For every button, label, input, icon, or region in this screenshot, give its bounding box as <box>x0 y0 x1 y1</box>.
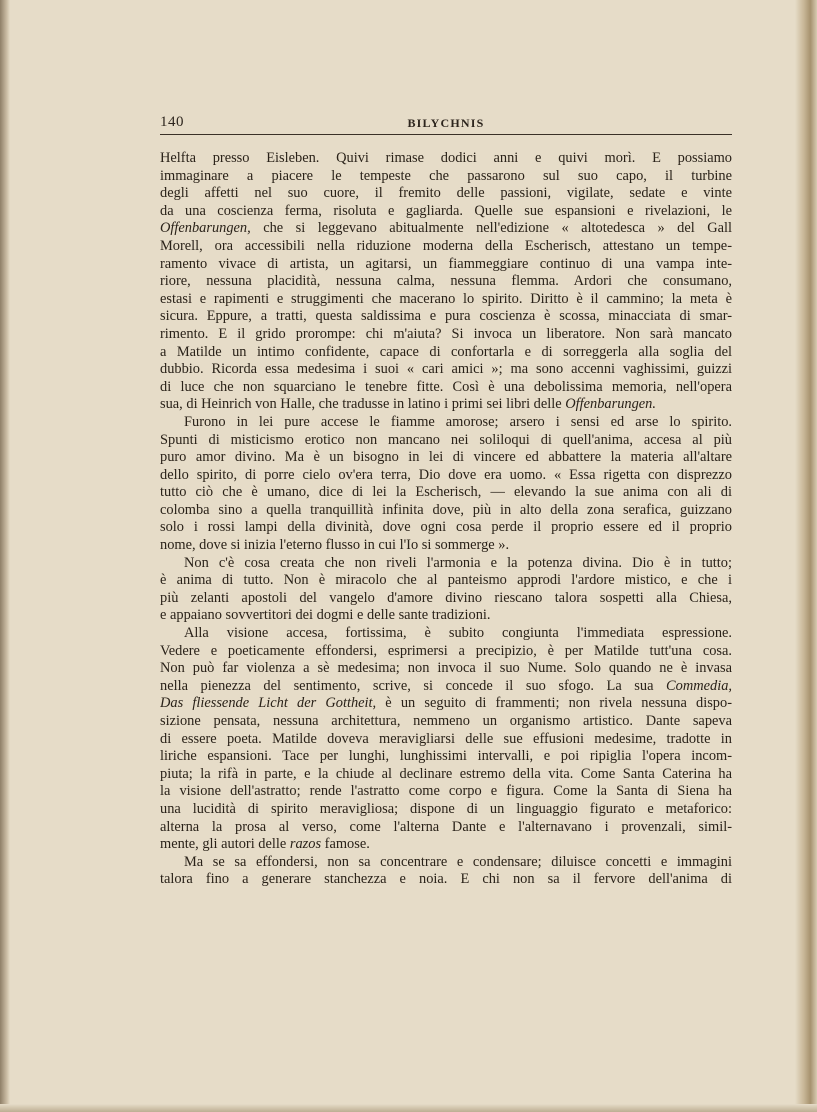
line-text: Spunti di misticismo erotico non mancano nei soliloqui di quell'anima, accesa al più <box>160 431 732 448</box>
text-line <box>160 185 732 203</box>
line-text: alterna la prosa al verso, come l'alterna Dante e l'alternavano i provenzali, simil- <box>160 818 732 835</box>
line-text: colomba sino a quella tranquillità infinita dove, più in alto della zona serafica, guizzano <box>160 501 732 518</box>
line-text: sizione pensata, nessuna architettura, nemmeno un organismo artistico. Dante sapeva <box>160 713 732 729</box>
line-text: Helfta presso Eisleben. Quivi rimase dodici anni e quivi morì. E possiamo <box>160 150 732 166</box>
text-line <box>160 801 732 819</box>
text-line <box>160 643 732 661</box>
line-text: sicura. Eppure, a tratti, questa saldissima e pura coscienza è scossa, minacciata di smar- <box>160 308 732 325</box>
line-text: puro amor divino. Ma è un bisogno in lei di vincere ed abbattere la materia all'altare <box>160 449 732 466</box>
text-line <box>160 625 732 643</box>
text-line <box>160 854 732 872</box>
text-line <box>160 572 732 590</box>
line-text: mente, gli autori delle <box>160 836 290 853</box>
page-header <box>160 110 732 135</box>
page-left-edge <box>0 0 10 1112</box>
italic-text: Offenbarungen, <box>160 220 251 237</box>
line-text: solo i rossi lampi della divinità, dove ogni cosa perde il proprio essere ed il proprio <box>160 519 732 536</box>
line-text: Furono in lei pure accese le fiamme amorose; arsero i sensi ed arse lo spirito. <box>184 413 732 430</box>
line-text: famose. <box>321 836 370 853</box>
line-text: estasi e rapimenti e struggimenti che macerano lo spirito. Diritto è il cammino; la meta è <box>160 290 732 307</box>
italic-text: Das fliessende Licht der Gottheit, <box>160 695 377 712</box>
text-line <box>160 519 732 537</box>
text-line <box>160 344 732 362</box>
line-text: a Matilde un intimo confidente, capace di confortarla e di sorreggerla alla soglia del <box>160 343 732 360</box>
page-right-edge <box>795 0 817 1112</box>
text-line <box>160 660 732 678</box>
italic-text: razos <box>289 836 322 853</box>
line-text: Morell, ora accessibili nella riduzione moderna della Escherisch, attestano un tempe- <box>160 237 732 254</box>
body-text <box>160 150 732 889</box>
text-line <box>160 273 732 291</box>
text-line <box>160 449 732 467</box>
text-line <box>160 308 732 326</box>
text-line <box>160 150 732 168</box>
line-text: sua, di Heinrich von Halle, che tradusse in latino i primi sei libri delle <box>160 396 566 413</box>
line-text: riore, nessuna placidità, nessuna calma, nessuna flemma. Ardori che consumano, <box>160 273 732 290</box>
line-text: e appaiano sovvertitori dei dogmi e delle sante tradizioni. <box>160 607 491 624</box>
text-line <box>160 819 732 837</box>
text-line <box>160 871 732 889</box>
text-line <box>160 291 732 309</box>
line-text: dubbio. Ricorda essa medesima i suoi « cari amici »; ma sono accenni vaghissimi, guizzi <box>160 361 732 378</box>
text-line <box>160 396 732 414</box>
text-line <box>160 361 732 379</box>
page-number: 140 <box>160 114 184 130</box>
line-text: la visione dell'astratto; rende l'astratto come corpo e figura. Come la Santa di Siena ha <box>160 783 732 800</box>
line-text: Alla visione accesa, fortissima, è subito congiunta l'immediata espressione. <box>184 625 732 642</box>
text-line <box>160 766 732 784</box>
text-line <box>160 168 732 186</box>
line-text: Non può far violenza a sè medesima; non invoca il suo Nume. Solo quando ne è invasa <box>160 660 732 677</box>
text-line <box>160 731 732 749</box>
line-text: di essere poeta. Matilde doveva meravigliarsi delle sue effusioni medesime, tradotte in <box>160 730 732 747</box>
line-text: Ma se sa effondersi, non sa concentrare e condensare; diluisce concetti e immagini <box>184 853 732 870</box>
text-line <box>160 713 732 731</box>
page-bottom-edge <box>0 1104 817 1112</box>
italic-text: Offenbarungen. <box>565 396 656 413</box>
text-line <box>160 326 732 344</box>
text-line <box>160 783 732 801</box>
line-text: dello spirito, di porre cielo ov'era terra, Dio dove era uomo. « Essa rigetta con disprezzo <box>160 466 732 483</box>
line-text: è anima di tutto. Non è miracolo che al panteismo approdi l'ardore mistico, e che i <box>160 572 732 589</box>
line-text: immaginare a piacere le tempeste che passarono sul suo capo, il turbine <box>160 167 732 184</box>
text-line <box>160 203 732 221</box>
text-line <box>160 256 732 274</box>
text-line <box>160 590 732 608</box>
text-line <box>160 484 732 502</box>
line-text: nome, dove si inizia l'eterno flusso in cui l'Io si sommerge ». <box>160 537 510 554</box>
line-text: Non c'è cosa creata che non riveli l'armonia e la potenza divina. Dio è in tutto; <box>184 554 732 571</box>
text-line <box>160 238 732 256</box>
text-line <box>160 555 732 573</box>
text-line <box>160 695 732 713</box>
text-line <box>160 748 732 766</box>
italic-text: Commedia, <box>666 677 732 694</box>
text-line <box>160 432 732 450</box>
line-text: è un seguito di frammenti; non rivela nessuna dispo- <box>376 695 732 712</box>
text-line <box>160 537 732 555</box>
line-text: liriche espansioni. Tace per lunghi, lunghissimi intervalli, e poi ripiglia l'opera incom- <box>160 748 732 765</box>
text-line <box>160 220 732 238</box>
line-text: talora fino a generare stanchezza e noia. E chi non sa il fervore dell'anima di <box>160 871 732 888</box>
text-line <box>160 414 732 432</box>
text-line <box>160 467 732 485</box>
line-text: di luce che non squarciano le tenebre fitte. Così è una debolissima memoria, nell'opera <box>160 378 732 395</box>
running-head: BILYCHNIS <box>407 116 485 130</box>
line-text: ramento vivace di artista, un agitarsi, un fiammeggiare continuo di una vampa inte- <box>160 255 732 272</box>
line-text: che si leggevano abitualmente nell'edizione « altotedesca » del Gall <box>250 220 732 237</box>
line-text: da una coscienza ferma, risoluta e gagliarda. Quelle sue espansioni e rivelazioni, le <box>160 202 732 219</box>
line-text: rimento. E il grido prorompe: chi m'aiuta? Si invoca un liberatore. Non sarà mancato <box>160 325 732 342</box>
line-text: piuta; la rifà in parte, e la chiude al declinare estremo della vita. Come Santa Caterina ha <box>160 765 732 782</box>
text-line <box>160 607 732 625</box>
line-text: degli affetti nel suo cuore, il fremito delle passioni, vigilate, sedate e vinte <box>160 185 732 202</box>
line-text: una lucidità di spirito meravigliosa; dispone di un linguaggio figurato e metaforico: <box>160 800 732 817</box>
line-text: più zelanti apostoli del vangelo d'amore divino riescano talora sospetti alla Chiesa, <box>160 589 732 606</box>
text-line <box>160 502 732 520</box>
line-text: Vedere e poeticamente effondersi, esprimersi a precipizio, è per Matilde tutt'una cosa. <box>160 642 732 659</box>
text-line <box>160 379 732 397</box>
text-line <box>160 836 732 854</box>
line-text: nella pienezza del sentimento, scrive, si concede il suo sfogo. La sua <box>160 677 667 694</box>
text-line <box>160 678 732 696</box>
line-text: tutto ciò che è umano, dice di lei la Escherisch, — elevando la sue anima con ali di <box>160 484 732 501</box>
